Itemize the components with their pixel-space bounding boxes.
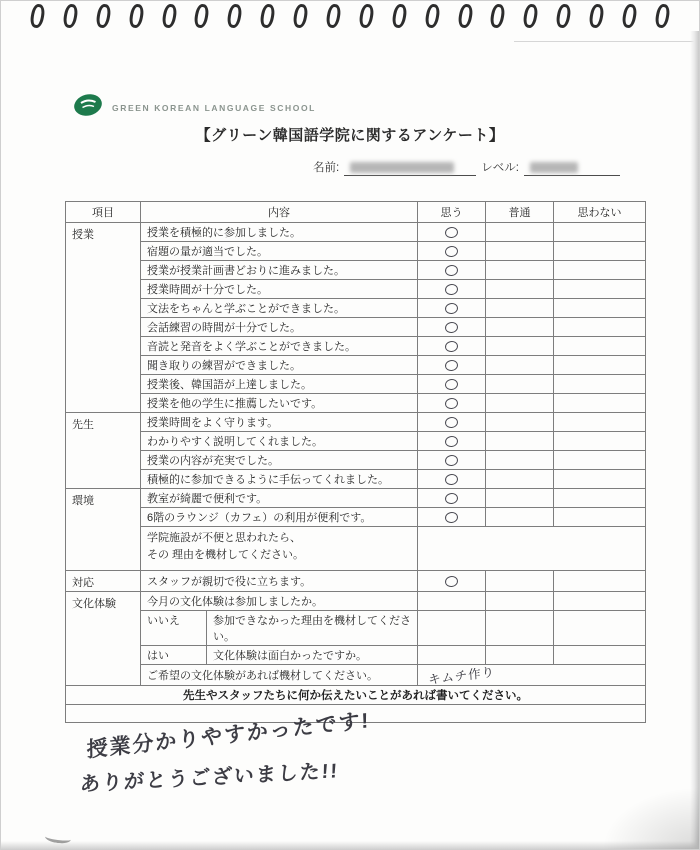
- answer-cell: [418, 508, 486, 527]
- level-field: [524, 160, 620, 176]
- answer-cell: [418, 489, 486, 508]
- survey-row: [66, 337, 646, 356]
- spiral-ring: [259, 3, 276, 29]
- handwritten-answer: キムチ作り: [427, 664, 496, 688]
- school-header: [73, 93, 316, 122]
- content-cell: 文法をちゃんと学ぶことができました。: [141, 299, 418, 318]
- survey-row: [66, 646, 646, 665]
- answer-cell: [418, 432, 486, 451]
- category-cell: 先生: [66, 413, 141, 489]
- survey-row: [66, 592, 646, 611]
- spiral-ring: [292, 3, 309, 29]
- circle-mark: [444, 492, 459, 505]
- form-title: 【グリーン韓国語学院に関するアンケート】: [195, 127, 505, 144]
- answer-cell: [418, 413, 486, 432]
- survey-header-row: [66, 202, 646, 223]
- survey-row: [66, 489, 646, 508]
- answer-cell: [418, 611, 486, 646]
- survey-row: [66, 242, 646, 261]
- answer-cell: [554, 571, 646, 592]
- answer-cell: [486, 592, 554, 611]
- survey-table: [65, 201, 646, 796]
- answer-cell: [486, 646, 554, 665]
- spiral-ring: [128, 3, 145, 29]
- circle-mark: [444, 454, 459, 467]
- answer-cell: [418, 527, 646, 571]
- circle-mark: [444, 397, 459, 410]
- survey-row: [66, 571, 646, 592]
- spiral-ring: [161, 3, 178, 29]
- answer-cell: [554, 337, 646, 356]
- page-curl-shadow: [589, 779, 699, 849]
- content-cell: 今月の文化体験は参加しましたか。: [141, 592, 418, 611]
- survey-row: [66, 665, 646, 686]
- answer-cell: [418, 571, 486, 592]
- answer-cell: [554, 413, 646, 432]
- survey-row: [66, 394, 646, 413]
- content-cell: 会話練習の時間が十分でした。: [141, 318, 418, 337]
- survey-row: [66, 527, 646, 571]
- answer-cell: [418, 451, 486, 470]
- answer-cell: [554, 646, 646, 665]
- circle-mark: [444, 378, 459, 391]
- spiral-ring: [489, 3, 506, 29]
- answer-cell: [418, 592, 486, 611]
- category-cell: 環境: [66, 489, 141, 571]
- answer-cell: [418, 375, 486, 394]
- answer-cell: [554, 318, 646, 337]
- answer-cell: [486, 223, 554, 242]
- name-label: 名前:: [313, 162, 340, 174]
- circle-mark: [444, 321, 459, 334]
- content-cell: 教室が綺麗で便利です。: [141, 489, 418, 508]
- spiral-ring: [654, 3, 671, 29]
- survey-row: [66, 432, 646, 451]
- name-field: [344, 160, 476, 176]
- free-response-row: [66, 705, 646, 723]
- spiral-ring: [193, 3, 210, 29]
- circle-mark: [444, 473, 459, 486]
- answer-cell: [418, 646, 486, 665]
- circle-mark: [444, 302, 459, 315]
- answer-cell: [418, 665, 646, 686]
- handwritten-comment-line1: 授業分かりやすかったです!: [86, 709, 371, 762]
- circle-mark: [444, 340, 459, 353]
- answer-cell: [486, 261, 554, 280]
- spiral-ring: [391, 3, 408, 29]
- school-logo-icon: [73, 93, 103, 122]
- spiral-ring: [62, 3, 79, 29]
- level-label: レベル:: [481, 162, 519, 174]
- answer-cell: [418, 470, 486, 489]
- answer-cell: [486, 318, 554, 337]
- answer-cell: [486, 489, 554, 508]
- answer-cell: [554, 470, 646, 489]
- answer-cell: [486, 375, 554, 394]
- content-text: 学院施設が不便と思われたら、: [147, 532, 301, 544]
- spiral-ring: [424, 3, 441, 29]
- answer-cell: [554, 356, 646, 375]
- answer-cell: [486, 356, 554, 375]
- answer-cell: [554, 242, 646, 261]
- sub-answer-label: はい: [141, 646, 207, 664]
- message-header: 先生やスタッフたちに何か伝えたいことがあれば書いてください。: [66, 686, 646, 705]
- spiral-ring: [226, 3, 243, 29]
- answer-cell: [486, 470, 554, 489]
- page-edge-shadow: [690, 31, 699, 849]
- answer-cell: [554, 432, 646, 451]
- survey-row: [66, 223, 646, 242]
- spiral-ring: [29, 3, 46, 29]
- answer-cell: [554, 451, 646, 470]
- answer-cell: [554, 280, 646, 299]
- content-cell: 授業時間が十分でした。: [141, 280, 418, 299]
- answer-cell: [486, 337, 554, 356]
- spiral-ring: [358, 3, 375, 29]
- spiral-ring: [621, 3, 638, 29]
- col-header-disagree: 思わない: [554, 202, 646, 223]
- answer-cell: [418, 261, 486, 280]
- free-response-box: [66, 705, 646, 796]
- answer-cell: [418, 394, 486, 413]
- content-cell: [141, 527, 418, 571]
- col-header-agree: 思う: [418, 202, 486, 223]
- answer-cell: [486, 508, 554, 527]
- content-text: その 理由を機材してください。: [147, 549, 305, 562]
- answer-cell: [486, 432, 554, 451]
- col-header-item: 項目: [66, 202, 141, 223]
- survey-row: [66, 356, 646, 375]
- spiral-ring: [95, 3, 112, 29]
- survey-row: [66, 375, 646, 394]
- circle-mark: [444, 359, 459, 372]
- circle-mark: [444, 511, 459, 524]
- answer-cell: [486, 242, 554, 261]
- spiral-ring: [588, 3, 605, 29]
- spiral-ring: [555, 3, 572, 29]
- spiral-ring: [522, 3, 539, 29]
- content-cell: ご希望の文化体験があれば機材してください。: [141, 665, 418, 686]
- survey-row: [66, 470, 646, 489]
- content-cell: 授業後、韓国語が上達しました。: [141, 375, 418, 394]
- redacted-level: [530, 162, 578, 173]
- content-cell: 授業を他の学生に推薦したいです。: [141, 394, 418, 413]
- handwritten-comment-line2: ありがとうございました!!: [79, 760, 340, 796]
- survey-row: [66, 280, 646, 299]
- content-cell: 授業の内容が充実でした。: [141, 451, 418, 470]
- circle-mark: [444, 416, 459, 429]
- survey-row: [66, 451, 646, 470]
- sub-answer-label: いいえ: [141, 611, 207, 645]
- survey-rows: [66, 223, 646, 686]
- circle-mark: [444, 226, 459, 239]
- answer-cell: [486, 451, 554, 470]
- answer-cell: [486, 571, 554, 592]
- redacted-name: [350, 162, 454, 173]
- spiral-ring: [457, 3, 474, 29]
- content-cell: 積極的に参加できるように手伝ってくれました。: [141, 470, 418, 489]
- answer-cell: [418, 223, 486, 242]
- content-cell: 授業時間をよく守ります。: [141, 413, 418, 432]
- answer-cell: [486, 299, 554, 318]
- answer-cell: [418, 337, 486, 356]
- answer-cell: [486, 394, 554, 413]
- spiral-ring: [325, 3, 342, 29]
- content-cell: [141, 646, 418, 665]
- survey-row: [66, 318, 646, 337]
- name-level-row: [313, 159, 641, 176]
- category-cell: 授業: [66, 223, 141, 413]
- answer-cell: [554, 489, 646, 508]
- col-header-content: 内容: [141, 202, 418, 223]
- answer-cell: [554, 611, 646, 646]
- content-cell: 授業が授業計画書どおりに進みました。: [141, 261, 418, 280]
- answer-cell: [418, 280, 486, 299]
- circle-mark: [444, 264, 459, 277]
- survey-row: [66, 508, 646, 527]
- content-cell: 宿題の量が適当でした。: [141, 242, 418, 261]
- survey-row: [66, 299, 646, 318]
- content-cell: わかりやすく説明してくれました。: [141, 432, 418, 451]
- content-cell: スタッフが親切で役に立ちます。: [141, 571, 418, 592]
- answer-cell: [418, 242, 486, 261]
- answer-cell: [554, 223, 646, 242]
- answer-cell: [554, 375, 646, 394]
- circle-mark: [444, 435, 459, 448]
- message-header-row: [66, 686, 646, 705]
- answer-cell: [554, 261, 646, 280]
- circle-mark: [444, 283, 459, 296]
- content-cell: 授業を積極的に参加しました。: [141, 223, 418, 242]
- answer-cell: [486, 611, 554, 646]
- answer-cell: [418, 318, 486, 337]
- circle-mark: [444, 245, 459, 258]
- content-text: 文化体験は面白かったですか。: [213, 650, 367, 662]
- answer-cell: [554, 394, 646, 413]
- content-text: 参加できなかった理由を機材してください。: [213, 615, 411, 643]
- answer-cell: [486, 280, 554, 299]
- answer-cell: [554, 508, 646, 527]
- answer-cell: [554, 299, 646, 318]
- category-cell: 文化体験: [66, 592, 141, 686]
- school-name: GREEN KOREAN LANGUAGE SCHOOL: [112, 102, 316, 113]
- survey-row: [66, 261, 646, 280]
- content-cell: [141, 611, 418, 646]
- content-cell: 6階のラウンジ（カフェ）の利用が便利です。: [141, 508, 418, 527]
- survey-row: [66, 413, 646, 432]
- col-header-neutral: 普通: [486, 202, 554, 223]
- spiral-binding: [31, 4, 669, 32]
- category-cell: 対応: [66, 571, 141, 592]
- answer-cell: [418, 299, 486, 318]
- survey-row: [66, 611, 646, 646]
- circle-mark: [444, 575, 459, 588]
- content-cell: 聞き取りの練習ができました。: [141, 356, 418, 375]
- answer-cell: [554, 592, 646, 611]
- answer-cell: [486, 413, 554, 432]
- answer-cell: [418, 356, 486, 375]
- scan-edge-line: [514, 41, 699, 42]
- content-cell: 音読と発音をよく学ぶことができました。: [141, 337, 418, 356]
